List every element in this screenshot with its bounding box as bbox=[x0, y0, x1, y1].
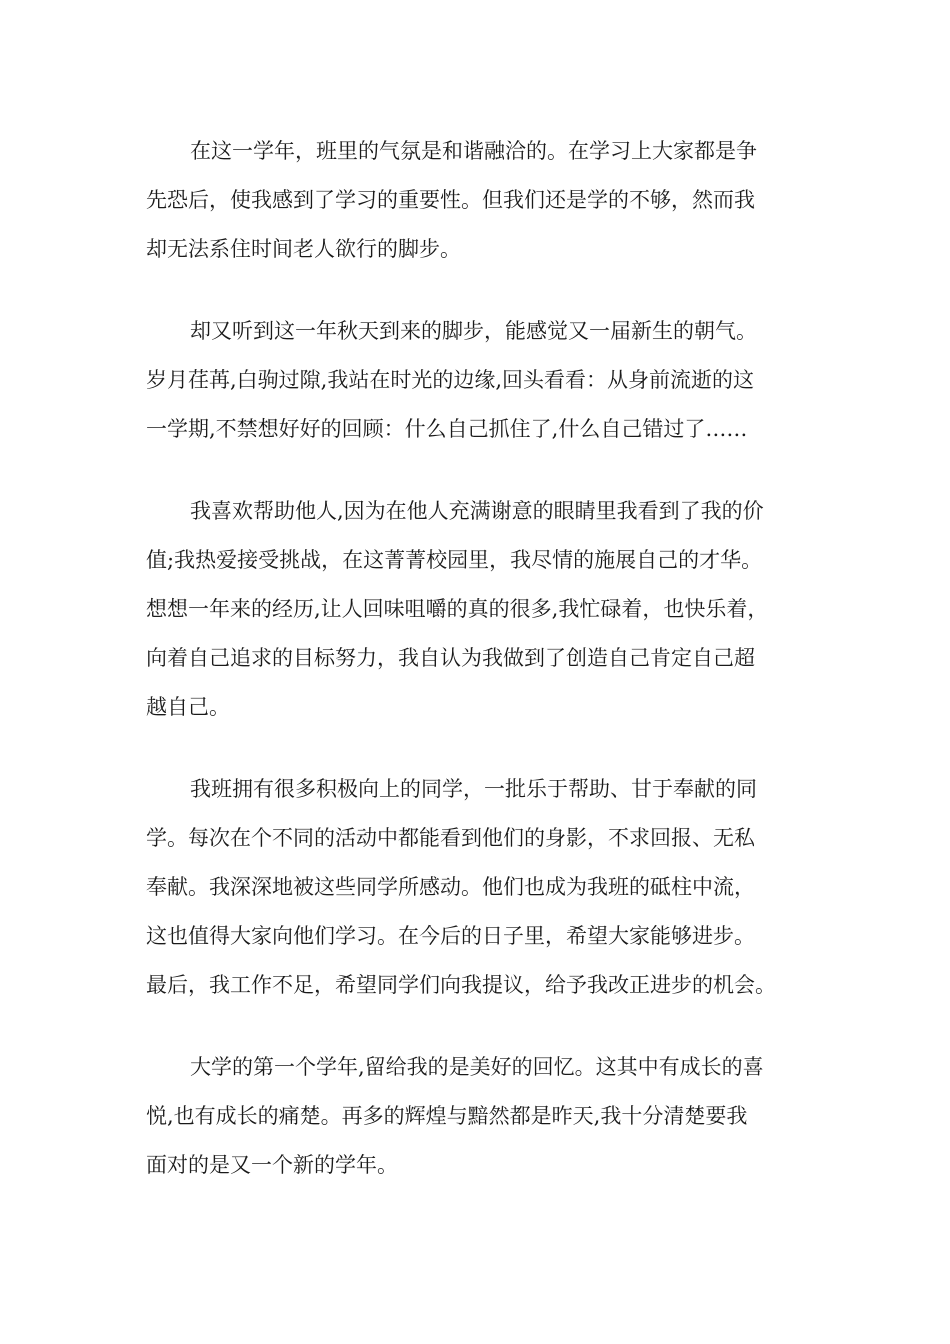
text-line: 最后，我工作不足，希望同学们向我提议，给予我改正进步的机会。 bbox=[146, 973, 776, 997]
text-line: 一学期,不禁想好好的回顾：什么自己抓住了,什么自己错过了…… bbox=[146, 417, 748, 441]
text-line: 越自己。 bbox=[146, 695, 230, 719]
text-line: 面对的是又一个新的学年。 bbox=[146, 1153, 398, 1177]
text-line: 却又听到这一年秋天到来的脚步，能感觉又一届新生的朝气。 bbox=[190, 319, 757, 343]
text-line: 悦,也有成长的痛楚。再多的辉煌与黯然都是昨天,我十分清楚要我 bbox=[146, 1104, 748, 1128]
document-body bbox=[146, 127, 811, 1223]
text-line: 向着自己追求的目标努力，我自认为我做到了创造自己肯定自己超 bbox=[146, 646, 755, 670]
text-line: 大学的第一个学年,留给我的是美好的回忆。这其中有成长的喜 bbox=[190, 1055, 764, 1079]
text-line: 值;我热爱接受挑战，在这菁菁校园里，我尽情的施展自己的才华。 bbox=[146, 548, 763, 572]
text-line: 岁月荏苒,白驹过隙,我站在时光的边缘,回头看看：从身前流逝的这 bbox=[146, 368, 755, 392]
text-line: 在这一学年，班里的气氛是和谐融洽的。在学习上大家都是争 bbox=[190, 139, 757, 163]
paragraph-3 bbox=[146, 487, 811, 732]
text-line: 却无法系住时间老人欲行的脚步。 bbox=[146, 237, 461, 261]
paragraph-2 bbox=[146, 307, 811, 454]
paragraph-1 bbox=[146, 127, 811, 274]
paragraph-5 bbox=[146, 1043, 811, 1190]
text-line: 我班拥有很多积极向上的同学，一批乐于帮助、甘于奉献的同 bbox=[190, 777, 757, 801]
paragraph-4 bbox=[146, 765, 811, 1010]
text-line: 奉献。我深深地被这些同学所感动。他们也成为我班的砥柱中流， bbox=[146, 875, 755, 899]
text-line: 想想一年来的经历,让人回味咀嚼的真的很多,我忙碌着，也快乐着， bbox=[146, 597, 769, 621]
text-line: 我喜欢帮助他人,因为在他人充满谢意的眼睛里我看到了我的价 bbox=[190, 499, 764, 523]
text-line: 这也值得大家向他们学习。在今后的日子里，希望大家能够进步。 bbox=[146, 924, 755, 948]
text-line: 先恐后，使我感到了学习的重要性。但我们还是学的不够，然而我 bbox=[146, 188, 755, 212]
text-line: 学。每次在个不同的活动中都能看到他们的身影，不求回报、无私 bbox=[146, 826, 755, 850]
